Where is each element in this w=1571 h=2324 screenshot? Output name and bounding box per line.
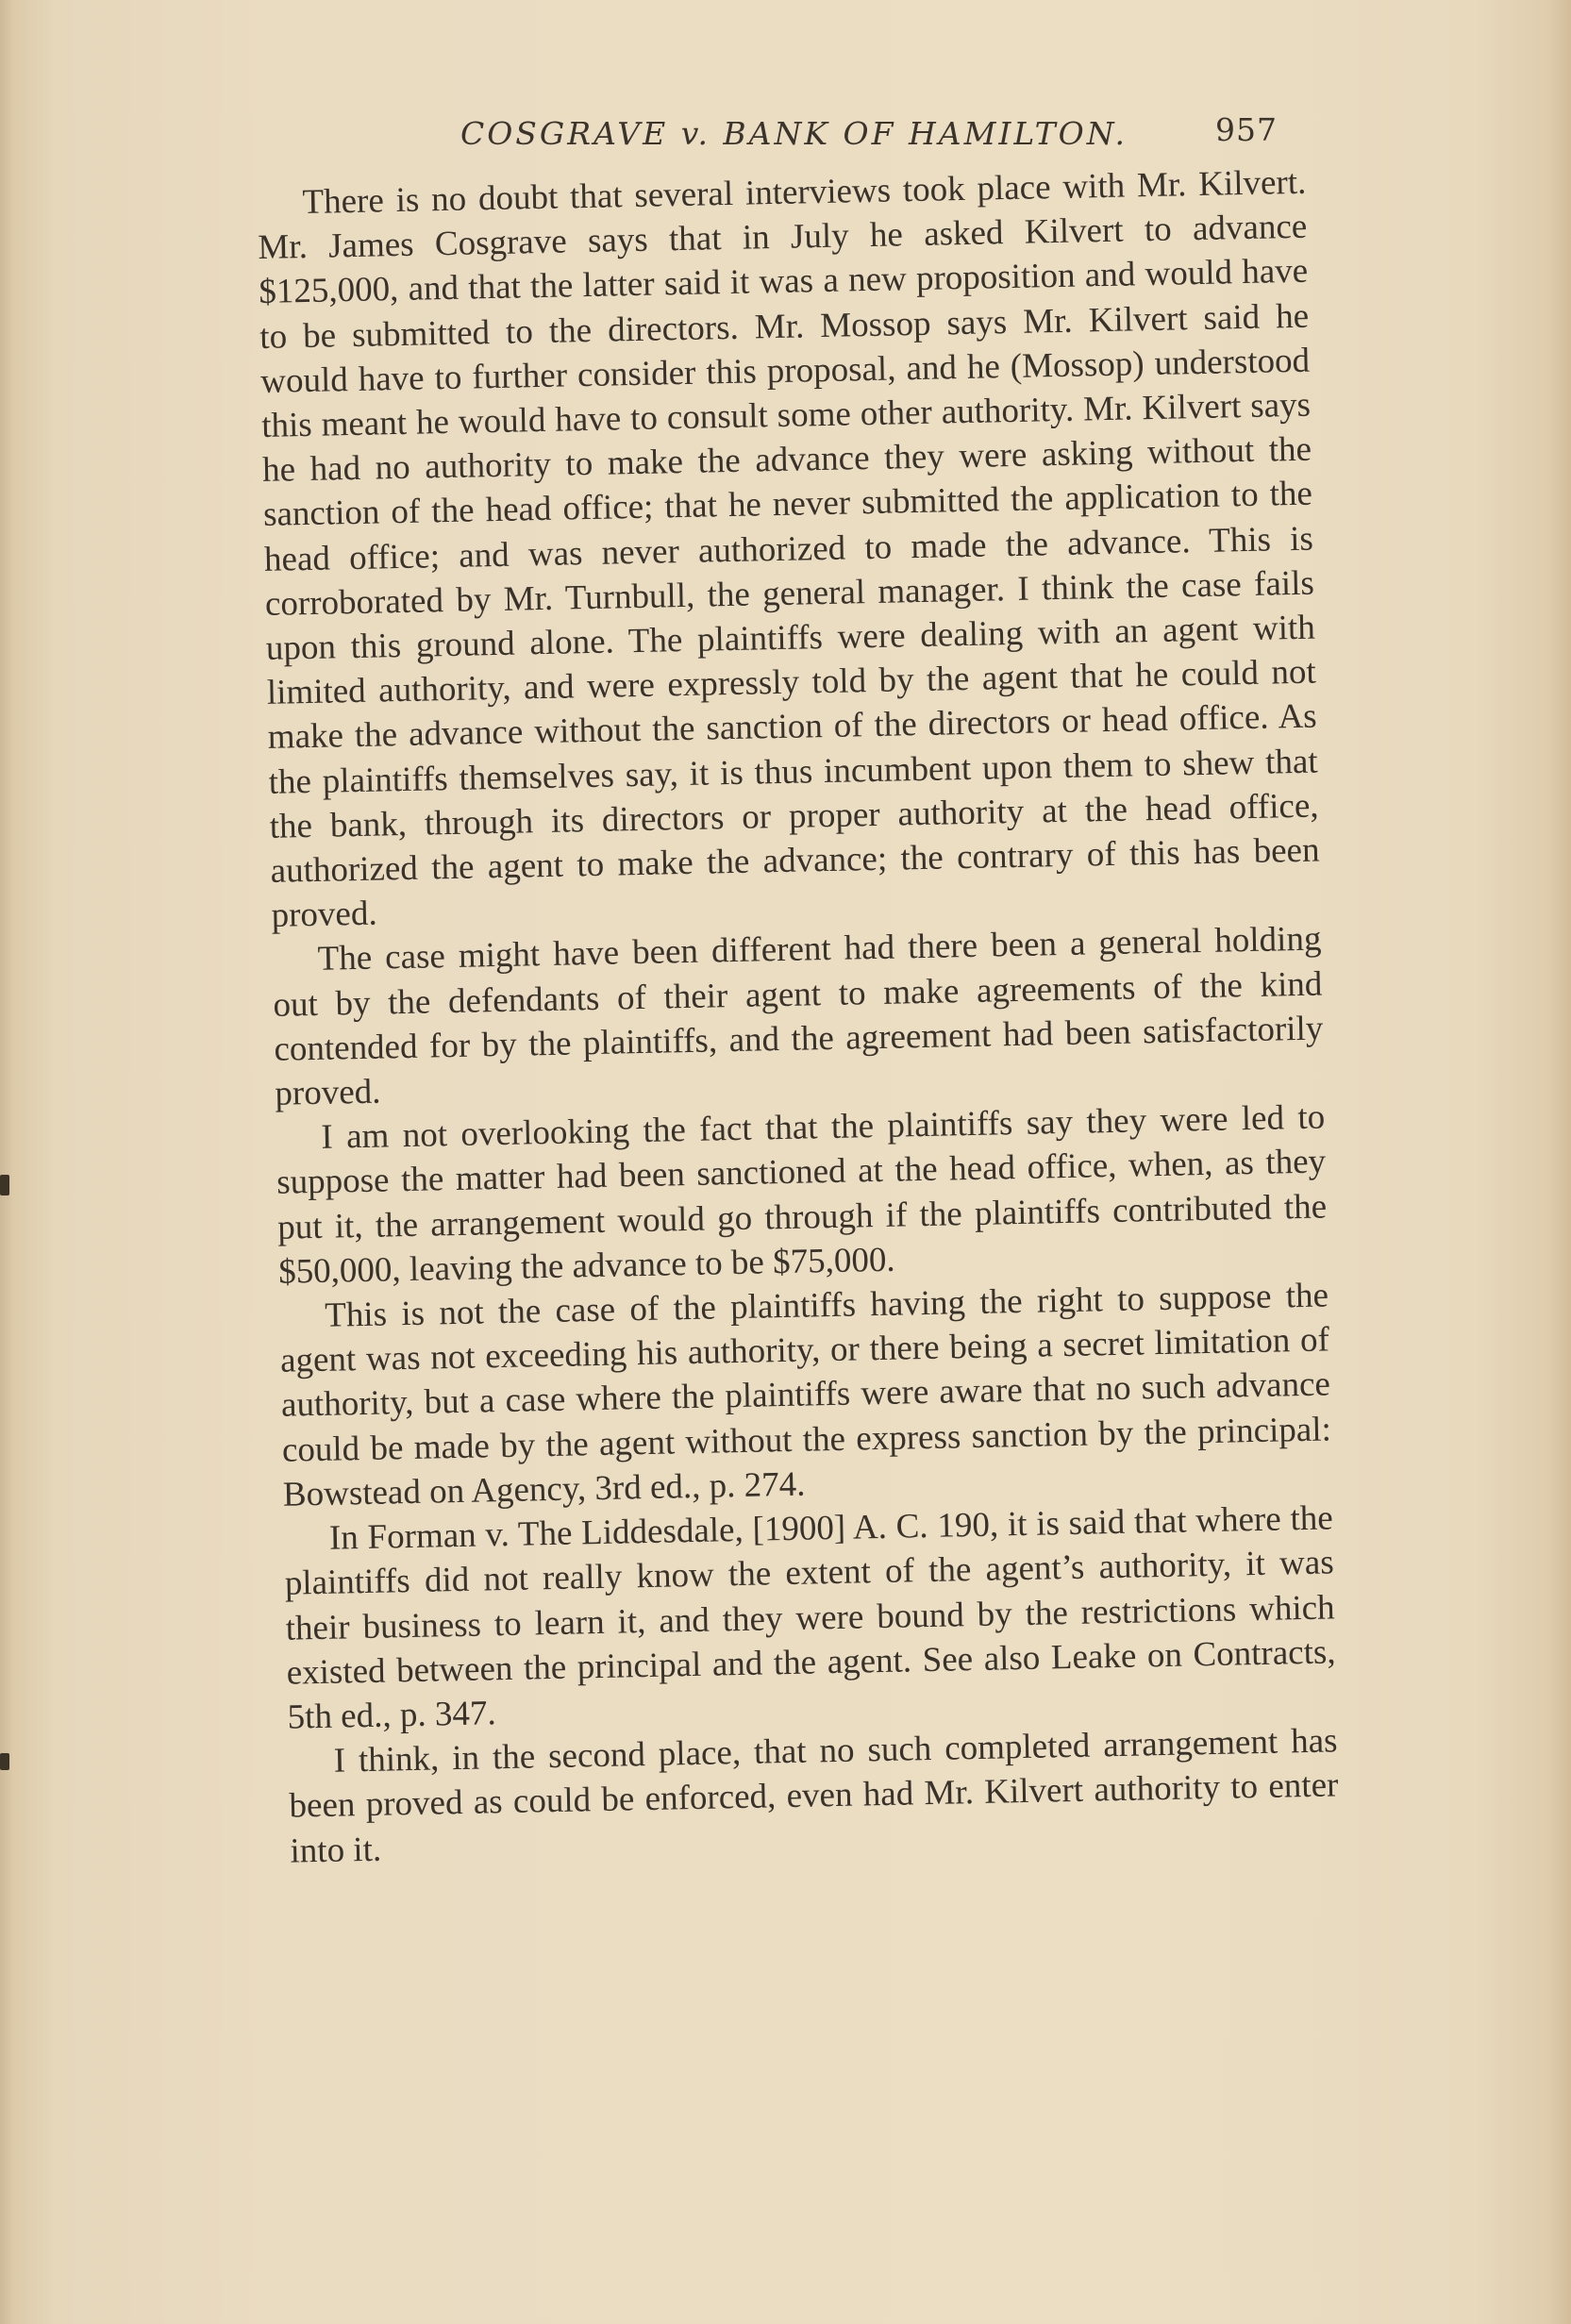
- page-number: 957: [1215, 111, 1278, 148]
- paragraph: This is not the case of the plaintiffs having the right to suppose the agent was not exceeding his authority, or there being a secret limitation of authority, but a case where the plaintiffs were aware that no such advance could be made by the agent without the express sanction by the principal: Bowstead on Agency, 3rd ed., p. 274.: [279, 1276, 1332, 1514]
- paragraph: I think, in the second place, that no such completed arrangement has been proved as could be enforced, even had Mr. Kilvert authority to enter into it.: [289, 1721, 1339, 1871]
- binding-edge-mark: [0, 1175, 9, 1195]
- body-text: [257, 160, 1340, 1874]
- paragraph: The case might have been different had there been a general holding out by the defendants of their agent to make agreements of the kind contended for by the plaintiffs, and the agreement had been satisfactorily proved.: [273, 919, 1324, 1113]
- running-title: COSGRAVE v. BANK OF HAMILTON.: [460, 115, 1128, 152]
- paragraph: There is no doubt that several interviews took place with Mr. Kilvert. Mr. James Cosgrave says that in July he asked Kilvert to advance $125,000, and that the latter said it was a new proposition and would have to be submitted to the directors. Mr. Mossop says Mr. Kilvert said he would have to further consider this proposal, and he (Mossop) understood this meant he would have to consult some other authority. Mr. Kilvert says he had no authority to make the advance they were asking without the sanction of the head office; that he never submitted the application to the head office; and was never authorized to made the advance. This is corroborated by Mr. Turnbull, the general manager. I think the case fails upon this ground alone. The plaintiffs were dealing with an agent with limited authority, and were expressly told by the agent that he could not make the advance without the sanction of the directors or head office. As the plaintiffs themselves say, it is thus incumbent upon them to shew that the bank, through its directors or proper authority at the head office, authorized the agent to make the advance; the contrary of this has been proved.: [258, 162, 1320, 936]
- running-head: [253, 109, 1291, 166]
- paragraph: I am not overlooking the fact that the plaintiffs say they were led to suppose the matter had been sanctioned at the head office, when, as they put it, the arrangement would go through if the plaintiffs contributed the $50,000, leaving the advance to be $75,000.: [276, 1097, 1328, 1292]
- paragraph: In Forman v. The Liddesdale, [1900] A. C. 190, it is said that where the plaintiffs did not really know the extent of the agent’s authority, it was their business to learn it, and they were bound by the restrictions which existed between the principal and the agent. See also Leake on Contracts, 5th ed., p. 347.: [284, 1498, 1336, 1737]
- binding-edge-mark: [0, 1753, 9, 1770]
